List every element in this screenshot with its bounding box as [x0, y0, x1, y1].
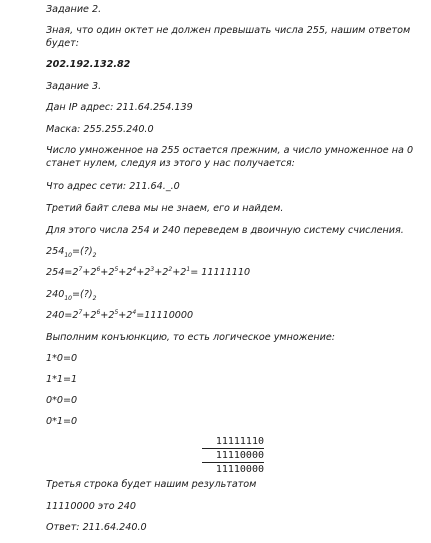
- third-row-text: Третья строка будет нашим результатом: [46, 479, 257, 490]
- task3-heading: Задание 3.: [46, 81, 102, 92]
- task2-text: Зная, что один октет не должен превышать числа 255, нашим ответом будет:: [46, 25, 411, 49]
- conv-254-target-base: 2: [92, 251, 97, 259]
- exp240-power: 7: [78, 308, 83, 316]
- convert-text: Для этого числа 254 и 240 переведем в двоичную систему счисления.: [46, 225, 404, 236]
- exp240-power: 4: [132, 308, 137, 316]
- conv-240-number: 240: [46, 289, 65, 300]
- exp240-power: 5: [114, 308, 119, 316]
- expansion-254: [46, 266, 250, 279]
- ip-address-line: Дан IP адрес: 211.64.254.139: [46, 102, 193, 113]
- binary-calculation: [202, 436, 264, 475]
- third-byte-text: Третий байт слева мы не знаем, его и найдем.: [46, 203, 284, 214]
- conjunction-text: Выполним конъюнкцию, то есть логическое умножение:: [46, 332, 335, 343]
- network-partial-line: Что адрес сети: 211.64._.0: [46, 181, 180, 192]
- conv-240-target-base: 2: [92, 294, 97, 302]
- conversion-240: [46, 288, 96, 301]
- exp240-power: 6: [96, 308, 101, 316]
- exp240-result: =11110000: [136, 310, 194, 321]
- expansion-240: [46, 309, 193, 322]
- conv-240-eq: =(?): [71, 289, 93, 300]
- exp254-power: 5: [114, 265, 119, 273]
- calc-row-3: 11110000: [215, 464, 264, 475]
- exp254-part: +2: [82, 267, 97, 278]
- exp240-part: +2: [82, 310, 97, 321]
- exp240-part: +2: [100, 310, 115, 321]
- exp240-part: 240=2: [46, 310, 79, 321]
- calc-row-1: 11111110: [215, 436, 264, 447]
- calc-row-2: 11110000: [215, 450, 264, 461]
- exp254-part: +2: [172, 267, 187, 278]
- mask-line: Маска: 255.255.240.0: [46, 124, 154, 135]
- conv-254-eq: =(?): [71, 246, 93, 257]
- exp254-result: = 11111110: [190, 267, 251, 278]
- task2-answer: 202.192.132.82: [46, 59, 131, 70]
- calc-divider: [202, 448, 264, 449]
- rule-text: Число умноженное на 255 остается прежним, а число умноженное на 0 станет нулем, следуя из этого у нас получается:: [46, 145, 414, 169]
- exp254-part: +2: [118, 267, 133, 278]
- exp254-part: +2: [100, 267, 115, 278]
- exp254-power: 7: [78, 265, 83, 273]
- exp254-power: 6: [96, 265, 101, 273]
- exp254-power: 3: [150, 265, 155, 273]
- and-rule-3: 0*0=0: [46, 395, 78, 406]
- conv-240-base: 10: [64, 294, 72, 302]
- exp254-power: 4: [132, 265, 137, 273]
- and-rule-2: 1*1=1: [46, 374, 78, 385]
- exp254-part: 254=2: [46, 267, 79, 278]
- exp254-power: 2: [168, 265, 173, 273]
- and-rule-4: 0*1=0: [46, 416, 78, 427]
- conv-254-base: 10: [64, 251, 72, 259]
- answer-text: Ответ: 211.64.240.0: [46, 522, 147, 533]
- exp254-part: +2: [136, 267, 151, 278]
- and-rule-1: 1*0=0: [46, 353, 78, 364]
- calc-divider: [202, 462, 264, 463]
- conversion-254: [46, 245, 96, 258]
- conv-254-number: 254: [46, 246, 65, 257]
- exp254-power: 1: [186, 265, 191, 273]
- result-text: 11110000 это 240: [46, 501, 136, 512]
- task2-heading: Задание 2.: [46, 4, 102, 15]
- exp240-part: +2: [118, 310, 133, 321]
- exp254-part: +2: [154, 267, 169, 278]
